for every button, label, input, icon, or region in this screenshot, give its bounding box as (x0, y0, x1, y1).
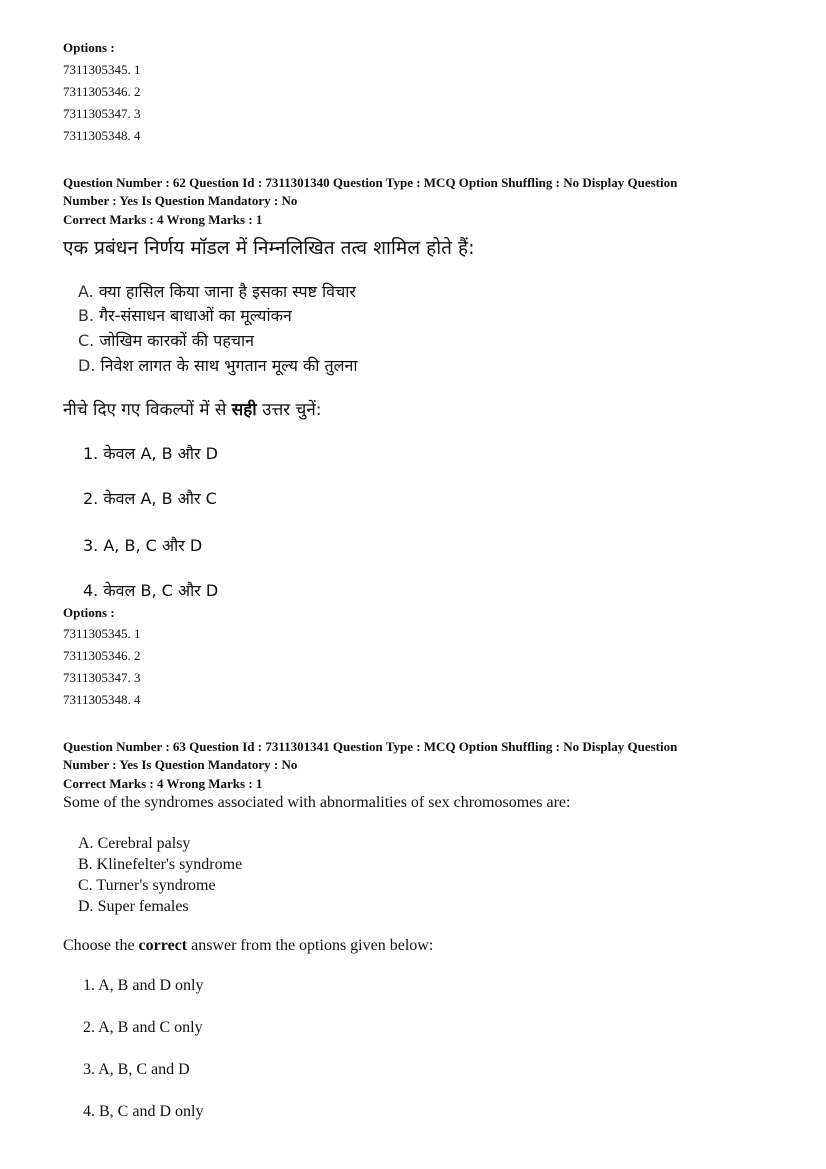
q63-answer-4: 4. B, C and D only (83, 1103, 204, 1120)
q63-choose-instruction (63, 937, 433, 955)
q62-item-a (78, 280, 356, 302)
q63-answer-2: 2. A, B and C only (83, 1019, 203, 1036)
choose-pre: नीचे दिए गए विकल्पों में से (63, 400, 232, 420)
item-text: Cerebral palsy (97, 835, 191, 852)
q62-option-row: 7311305348. 4 (63, 692, 141, 707)
item-letter: A. (78, 282, 94, 301)
item-letter: C. (78, 877, 93, 894)
q62-options-label: Options : (63, 605, 115, 620)
choose-post: answer from the options given below: (187, 937, 434, 954)
q63-meta-line2: Number : Yes Is Question Mandatory : No (63, 757, 298, 772)
item-text: Turner's syndrome (96, 877, 216, 894)
q62-item-b (78, 304, 292, 326)
q62-option-row: 7311305347. 3 (63, 670, 141, 685)
item-letter: B. (78, 856, 93, 873)
prev-option-row: 7311305346. 2 (63, 84, 141, 99)
item-text: निवेश लागत के साथ भुगतान मूल्य की तुलना (100, 356, 358, 375)
q62-meta-line1: Question Number : 62 Question Id : 7311301340 Question Type : MCQ Option Shuffling : No Display Question (63, 175, 678, 190)
q63-stem: Some of the syndromes associated with abnormalities of sex chromosomes are: (63, 794, 571, 811)
q62-option-row: 7311305346. 2 (63, 648, 141, 663)
choose-bold: correct (138, 937, 188, 954)
q62-answer-1: 1. केवल A, B और D (83, 444, 218, 463)
q63-answer-3: 3. A, B, C and D (83, 1061, 190, 1078)
prev-option-row: 7311305345. 1 (63, 62, 141, 77)
item-text: गैर-संसाधन बाधाओं का मूल्यांकन (99, 306, 292, 325)
q62-item-c (78, 329, 254, 351)
q63-item-b (78, 856, 242, 874)
choose-post: उत्तर चुनें: (256, 400, 322, 420)
q62-option-row: 7311305345. 1 (63, 626, 141, 641)
item-letter: C. (78, 331, 95, 350)
q63-item-a (78, 835, 190, 853)
choose-bold: सही (231, 400, 257, 420)
item-text: Super females (97, 898, 189, 915)
prev-option-row: 7311305347. 3 (63, 106, 141, 121)
q62-item-d (78, 354, 357, 376)
q63-meta-line1: Question Number : 63 Question Id : 7311301341 Question Type : MCQ Option Shuffling : No Display Question (63, 739, 678, 754)
q63-item-c (78, 877, 216, 895)
prev-options-label: Options : (63, 40, 115, 55)
item-text: Klinefelter's syndrome (96, 856, 243, 873)
item-text: क्या हासिल किया जाना है इसका स्पष्ट विचार (98, 282, 356, 301)
item-letter: B. (78, 306, 95, 325)
q62-choose-instruction (63, 397, 322, 420)
q62-meta-line2: Number : Yes Is Question Mandatory : No (63, 193, 298, 208)
q62-answer-3: 3. A, B, C और D (83, 536, 203, 555)
q62-marks: Correct Marks : 4 Wrong Marks : 1 (63, 212, 263, 227)
q62-answer-4: 4. केवल B, C और D (83, 581, 219, 600)
prev-option-row: 7311305348. 4 (63, 128, 141, 143)
q62-stem: एक प्रबंधन निर्णय मॉडल में निम्नलिखित तत्व शामिल होते हैं: (63, 237, 475, 259)
q63-marks: Correct Marks : 4 Wrong Marks : 1 (63, 776, 263, 791)
q63-item-d (78, 898, 189, 916)
q63-answer-1: 1. A, B and D only (83, 977, 204, 994)
item-letter: D. (78, 356, 96, 375)
choose-pre: Choose the (63, 937, 139, 954)
item-letter: D. (78, 898, 94, 915)
item-text: जोखिम कारकों की पहचान (99, 331, 255, 350)
q62-answer-2: 2. केवल A, B और C (83, 489, 217, 508)
item-letter: A. (78, 835, 94, 852)
